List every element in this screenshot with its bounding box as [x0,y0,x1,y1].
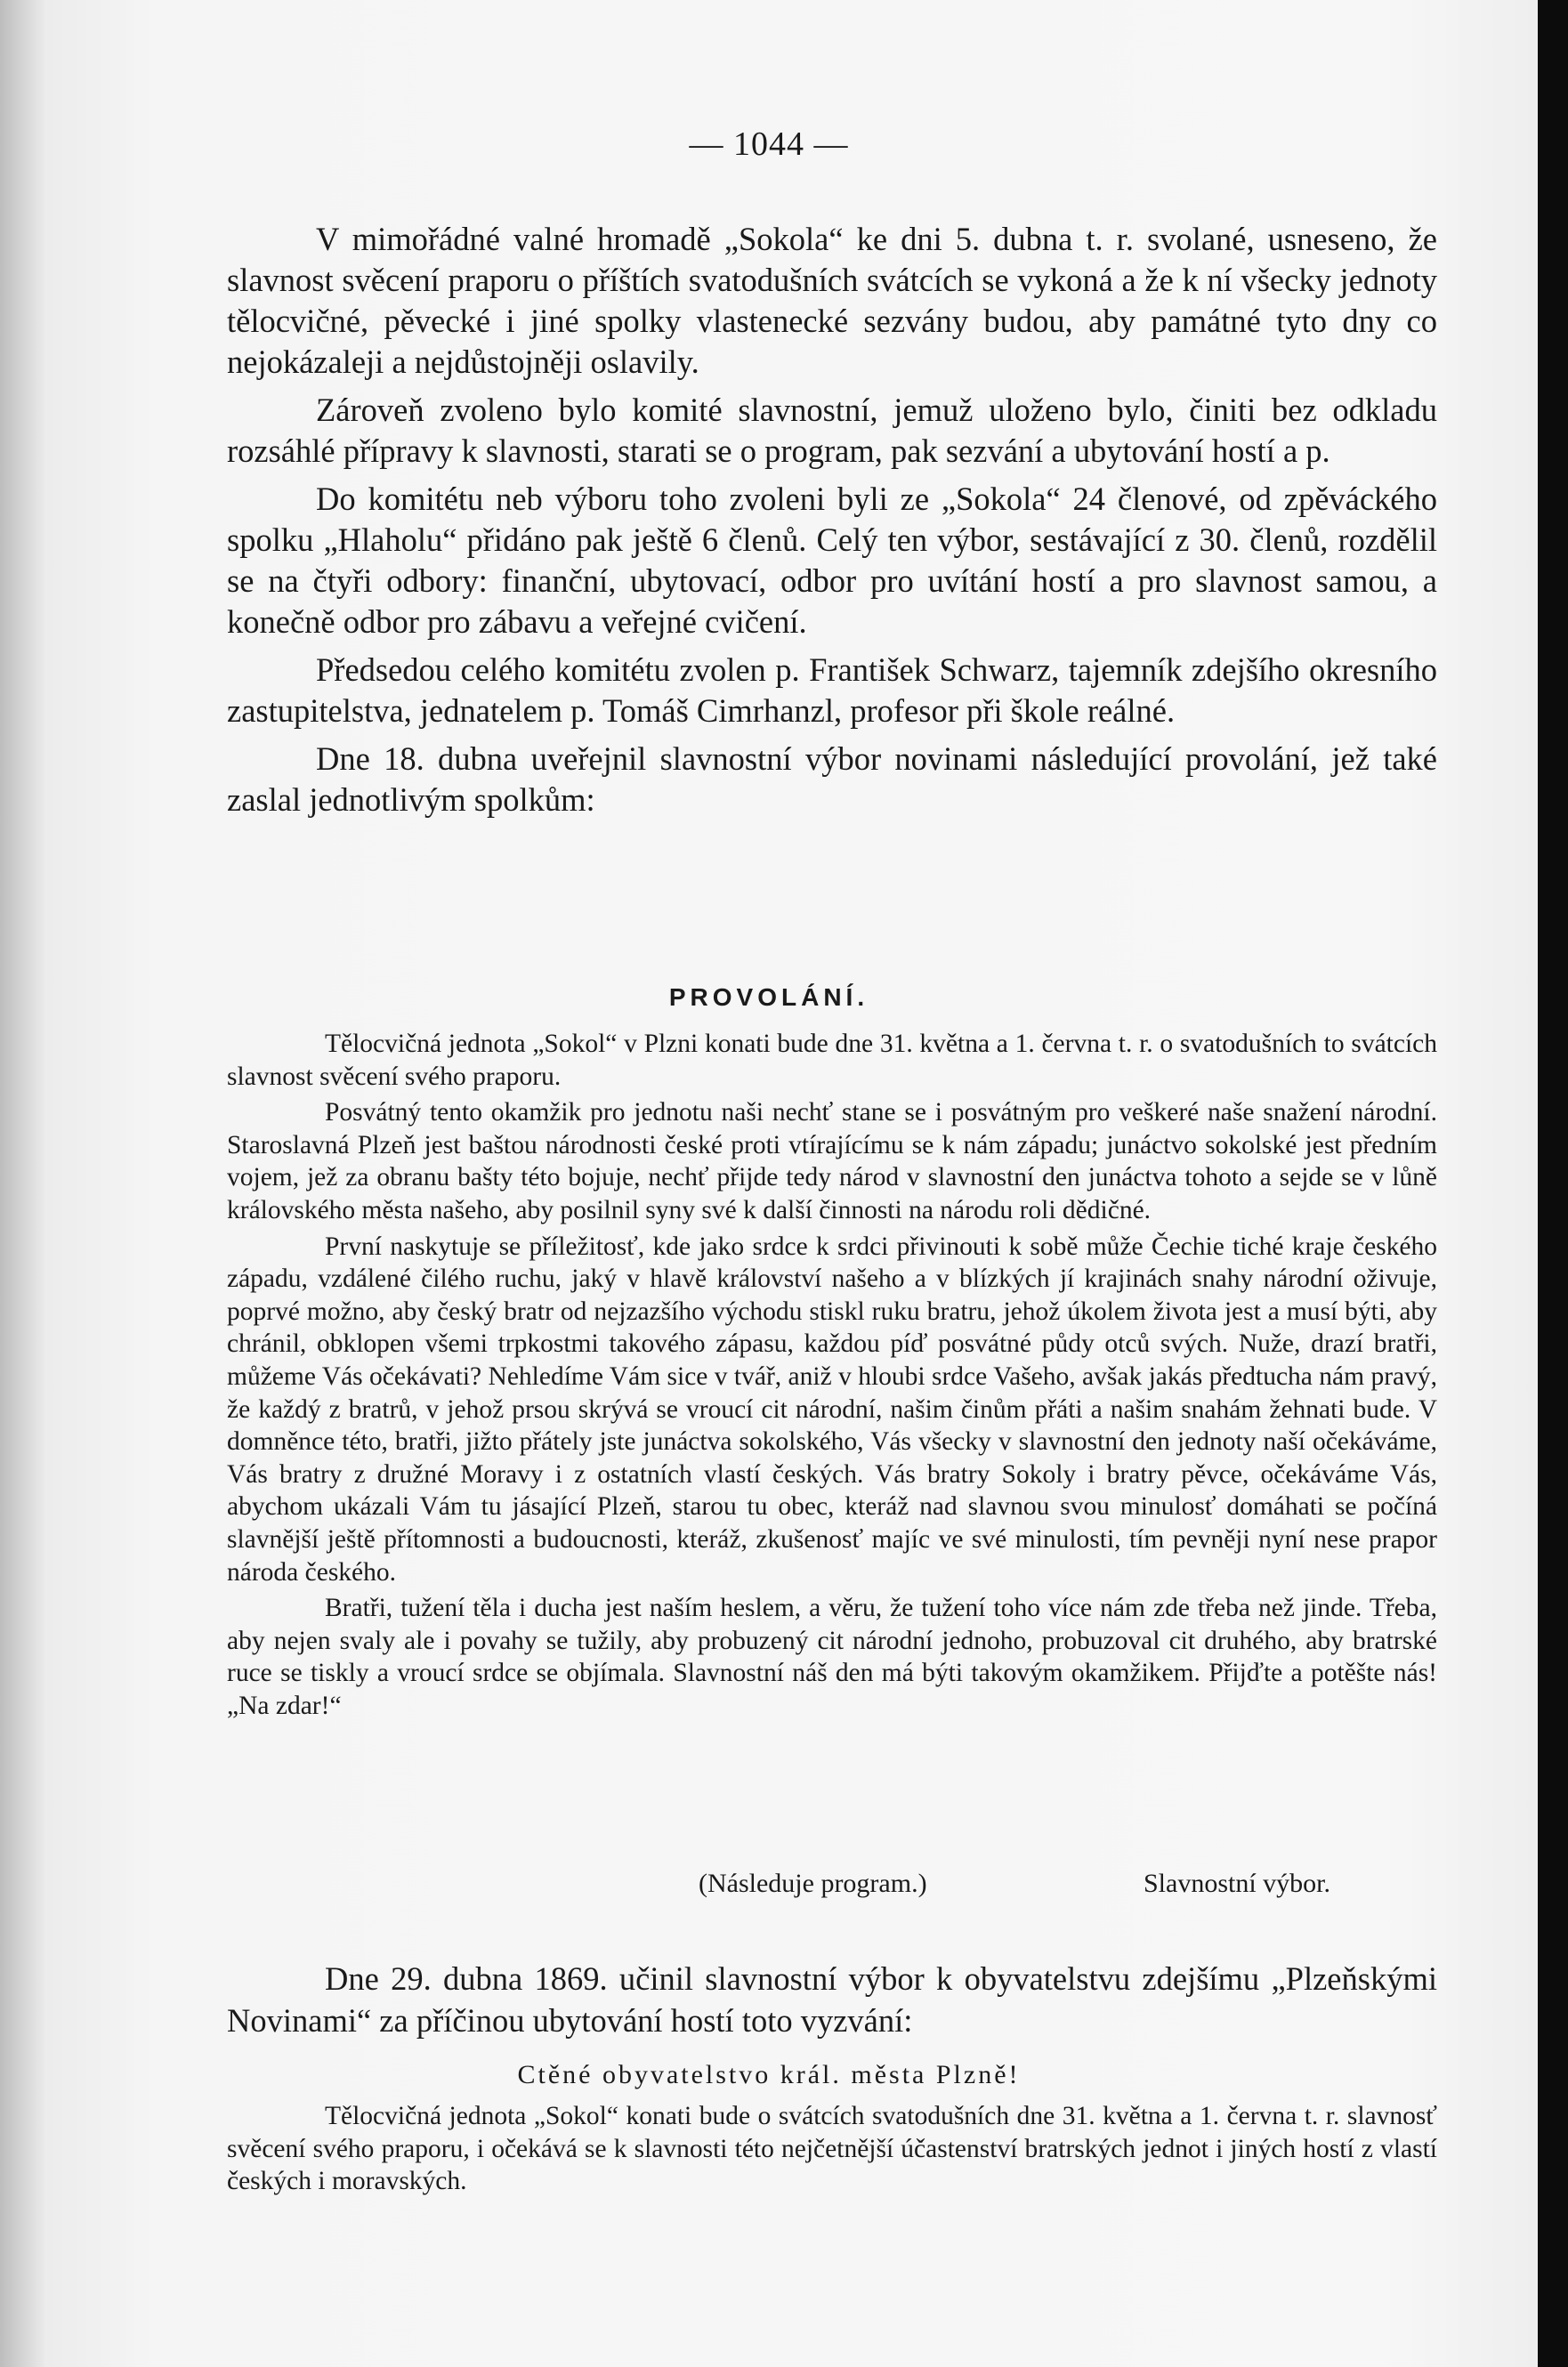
paragraph-5: Dne 18. dubna uveřejnil slavnostní výbor novinami následující provolání, jež také zaslal jednotlivým spolkům: [227,740,1437,818]
signature: Slavnostní výbor. [1144,1869,1331,1898]
paragraph-6: Dne 29. dubna 1869. učinil slavnostní výbor k obyvatelstvu zdejšímu „Plzeňskými Novinami“ za příčinou ubytování hostí toto vyzvání: [227,1960,1437,2039]
program-note: (Následuje program.) [699,1869,927,1898]
paragraph-2: Zároveň zvoleno bylo komité slavnostní, jemuž uloženo bylo, činiti bez odkladu rozsáhlé přípravy k slavnosti, starati se o program, pak sezvání a ubytování hostí a p. [227,392,1437,469]
proclamation-heading: PROVOLÁNÍ. [668,983,869,1011]
proclamation-text [227,1028,1437,1725]
paragraph-1: V mimořádné valné hromadě „Sokola“ ke dni 5. dubna t. r. svolané, usneseno, že slavnost svěcení praporu o příštích svatodušních svátcích se vykoná a že k ní všecky jednoty tělocvičné, pěvecké i jiné spolky vlastenecké sezvány budou, aby památné tyto dny co nejokázaleji a nejdůstojněji oslavily. [227,221,1437,380]
proclamation-paragraph-4: Bratři, tužení těla i ducha jest naším heslem, a věru, že tužení toho více nám zde třeba než jinde. Třeba, aby nejen svaly ale i povahy se tužily, aby probuzený cit národní jednoho, probuzoval cit druhého, aby bratrské ruce se tiskly a vroucí srdce se objímala. Slavnostní náš den má býti takovým okamžikem. Přijďte a potěšte nás! „Na zdar!“ [227,1594,1437,1720]
paragraph-3: Do komitétu neb výboru toho zvoleni byli ze „Sokola“ 24 členové, od zpěváckého spolku „Hlaholu“ přidáno pak ještě 6 členů. Celý ten výbor, sestávající z 30. členů, rozdělil se na čtyři odbory: finanční, ubytovací, odbor pro uvítání hostí a pro slavnost samou, a konečně odbor pro zábavu a veřejné cvičení. [227,481,1437,640]
page-number: — 1044 — [689,125,849,163]
call-paragraph: Tělocvičná jednota „Sokol“ konati bude o svátcích svatodušních dne 31. května a 1. června t. r. slavnosť svěcení svého praporu, i očekává se k slavnosti této nejčetnější účastenství bratrských jednot i jiných hostí z vlastí českých i moravských. [227,2102,1437,2196]
call-greeting: Ctěné obyvatelstvo král. města Plzně! [517,2060,1021,2089]
paragraph-4: Předsedou celého komitétu zvolen p. František Schwarz, tajemník zdejšího okresního zastupitelstva, jednatelem p. Tomáš Cimrhanzl, profesor při škole reálné. [227,651,1437,729]
proclamation-paragraph-1: Tělocvičná jednota „Sokol“ v Plzni konati bude dne 31. května a 1. června t. r. o svatodušních to svátcích slavnost svěcení svého praporu. [227,1030,1437,1091]
proclamation-paragraph-2: Posvátný tento okamžik pro jednotu naši nechť stane se i posvátným pro veškeré naše snažení národní. Staroslavná Plzeň jest baštou národnosti české proti vtírajícímu se k nám západu; junáctvo sokolské jest předním vojem, jež za obranu bašty této bojuje, nechť přijde tedy národ v slavnostní den junáctva tohoto a sejde se v lůně královského města našeho, aby posilnil syny své k další činnosti na národu roli dědičné. [227,1098,1437,1224]
call-text [227,2100,1437,2198]
proclamation-paragraph-3: První naskytuje se příležitosť, kde jako srdce k srdci přivinouti k sobě může Čechie tiché kraje českého západu, vzdálené čilého ruchu, jaký v hlavě království našeho a v blízkých jí krajinách snahy národní oživuje, poprvé možno, aby český bratr od nejzazšího východu stiskl ruku bratru, jehož úkolem života jest a musí býti, aby chránil, obklopen všemi trpkostmi takového zápasu, každou píď posvátné půdy otců svých. Nuže, drazí bratři, můžeme Vás očekávati? Nehledíme Vám sice v tvář, aniž v hloubi srdce Vašeho, avšak jakás předtucha nám pravý, že každý z bratrů, v jehož prsou skrývá se vroucí cit národní, našim činům přáti a našim snahám žehnati bude. V domněnce této, bratři, jižto přátely jste junáctva sokolského, Vás všecky v slavnostní den jednoty naší očekáváme, Vás bratry z družné Moravy i z ostatních vlastí českých. Vás bratry Sokoly i bratry pěvce, očekáváme Vás, abychom ukázali Vám tu jásající Plzeň, starou tu obec, kteráž nad slavnou svou minulosť domáhati se počíná slavnější ještě přítomnosti a budoucnosti, kteráž, zkušenosť majíc ve své minulosti, tím pevněji nyní nese prapor národa českého. [227,1232,1437,1587]
after-text [227,1958,1437,2041]
scan-edge [1538,0,1568,2367]
signature-row [0,1869,1538,1904]
main-text [227,219,1437,820]
